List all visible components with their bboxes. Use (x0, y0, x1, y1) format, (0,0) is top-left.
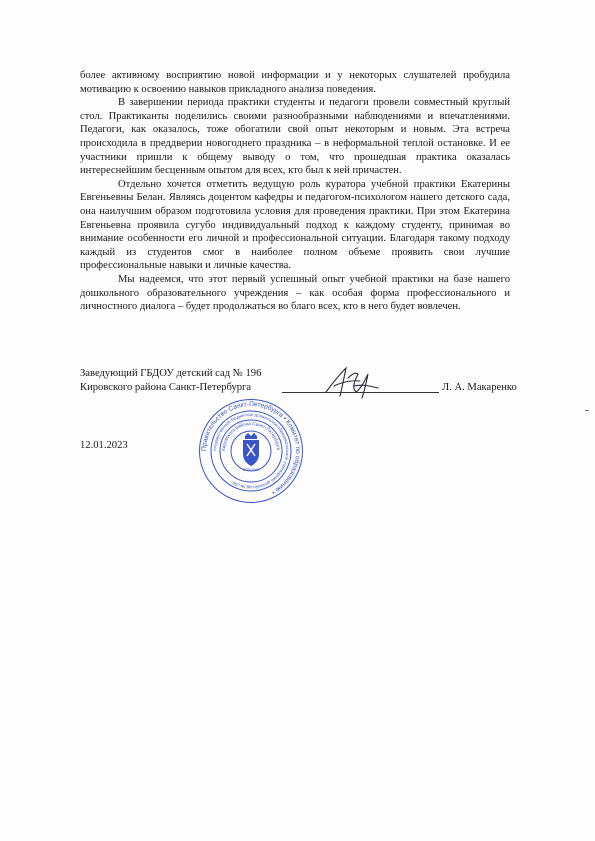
seal-center-text: ОГРН ИНН (242, 468, 260, 472)
paragraph-round-table: В завершении периода практики студенты и педагоги провели совместный круглый стол. Практиканты поделились своими разнообразными наблюдениями и впечатлениями. Педагоги, как оказалось, тоже обогатили свой опыт некоторым и новым. Эта встреча происходила в преддверии новогоднего праздника – в неформальной теплой остановке. И ее участники пришли к общему выводу о том, что прошедшая практика оказалась интереснейшим бесценным опытом для всех, кто был к ней причастен. (80, 97, 510, 177)
seal-middle-text: государственное бюджетное дошкольное образовательное учреждение детский сад № 196 (211, 411, 291, 491)
letter-body (80, 69, 510, 314)
seal-inner-text: Кировского района Санкт-Петербурга (220, 420, 282, 452)
paragraph-curator: Отдельно хочется отметить ведущую роль куратора учебной практики Екатерины Евгеньевны Белан. Являясь доцентом кафедры и педагогом-психологом нашего детского сада, она наилучшим образом подготовила условия для проведения практики. При этом Екатерина Евгеньевна проявила сугубо индивидуальный подход к каждому студенту, принимая во внимание особенности его личной и профессиональной ситуации. Благодаря такому подходу каждый из студентов смог в наиболее полном объеме проявить свои лучшие профессиональные навыки и личные качества. (80, 178, 510, 272)
coat-of-arms-icon (243, 433, 259, 466)
position-line-2: Кировского района Санкт-Петербурга (80, 381, 252, 393)
handwritten-signature (318, 364, 382, 400)
signatory-position (80, 367, 261, 394)
seal-outer-text: Правительство Санкт-Петербурга • Комитет по образованию • (200, 400, 302, 496)
position-line-1: Заведующий ГБДОУ детский сад № 196 (80, 368, 262, 379)
document-date: 12.01.2023 (80, 440, 128, 451)
signatory-name: Л. А. Макаренко (442, 382, 517, 393)
paragraph-closing: Мы надеемся, что этот первый успешный опыт учебной практики на базе нашего дошкольного образовательного учреждения – как особая форма профессионального и личностного диалога – будет продолжаться во благо всех, кто в него будет вовлечен. (80, 273, 510, 313)
scan-mark (585, 410, 589, 411)
organization-seal (198, 398, 304, 504)
paragraph-continuation: более активному восприятию новой информации и у некоторых слушателей пробудила мотивацию к освоению навыков прикладного анализа поведения. (80, 70, 510, 95)
